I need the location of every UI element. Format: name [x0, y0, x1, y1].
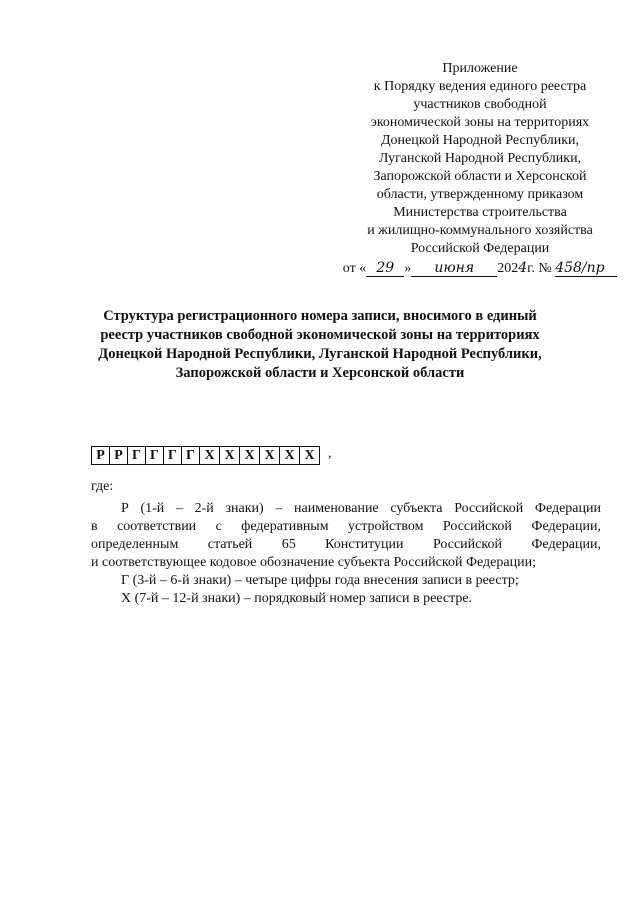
appendix-header [330, 60, 630, 278]
appendix-line: Приложение [442, 61, 518, 76]
code-cell: Г [182, 447, 200, 464]
code-cell: Х [200, 447, 220, 464]
appendix-line: Донецкой Народной Республики, [380, 133, 580, 148]
title-line: Донецкой Народной Республики, Луганской Народной Республики, [98, 346, 542, 362]
appendix-line: области, утвержденному приказом [376, 187, 584, 202]
handwritten-day: 29 [366, 261, 404, 277]
handwritten-year-digit: 4 [518, 260, 528, 276]
order-date-line [330, 260, 630, 278]
document-body [91, 478, 601, 608]
year-tail: г. № [527, 261, 552, 276]
paragraph-line: определенным статьей 65 Конституции Российской Федерации, [91, 537, 601, 552]
code-cell: Х [240, 447, 260, 464]
paragraph-line: Х (7-й – 12-й знаки) – порядковый номер записи в реестре. [121, 591, 473, 606]
appendix-line: Луганской Народной Республики, [378, 151, 582, 166]
paragraph-line: Г (3-й – 6-й знаки) – четыре цифры года внесения записи в реестр; [121, 573, 519, 588]
paragraph-line: Р (1-й – 2-й знаки) – наименование субъекта Российской Федерации [121, 501, 601, 516]
title-line: реестр участников свободной экономической зоны на территориях [100, 327, 540, 343]
code-cell: Р [110, 447, 128, 464]
code-cell: Х [304, 448, 315, 463]
handwritten-month: июня [411, 261, 497, 277]
appendix-line: экономической зоны на территориях [370, 115, 590, 130]
appendix-line: участников свободной [413, 97, 547, 112]
code-cell: Х [280, 447, 300, 464]
code-cell: Г [128, 447, 146, 464]
registration-number-structure [91, 443, 332, 465]
date-close: » [404, 261, 412, 276]
paragraph-line: и соответствующее кодовое обозначение субъекта Российской Федерации; [91, 555, 536, 570]
paragraph-line: в соответствии с федеративным устройством Российской Федерации, [91, 519, 601, 534]
code-cell: Х [220, 447, 240, 464]
appendix-line: Министерства строительства [393, 205, 567, 220]
code-cell: Х [260, 447, 280, 464]
appendix-line: к Порядку ведения единого реестра [373, 79, 587, 94]
code-cell: Г [146, 447, 164, 464]
appendix-line: Российской Федерации [410, 241, 550, 256]
code-cells-box [91, 446, 320, 465]
code-trailing-comma: , [328, 446, 332, 461]
date-prefix: от « [342, 261, 367, 276]
where-label: где: [91, 479, 114, 494]
year-prefix: 202 [497, 261, 519, 276]
code-cell: Р [92, 447, 110, 464]
appendix-line: и жилищно-коммунального хозяйства [367, 223, 593, 238]
appendix-line: Запорожской области и Херсонской [373, 169, 587, 184]
title-line: Структура регистрационного номера записи, вносимого в единый [103, 308, 537, 324]
document-title [60, 307, 580, 383]
code-cell: Г [164, 447, 182, 464]
title-line: Запорожской области и Херсонской области [175, 365, 465, 381]
handwritten-order-number: 458/пр [555, 261, 617, 277]
